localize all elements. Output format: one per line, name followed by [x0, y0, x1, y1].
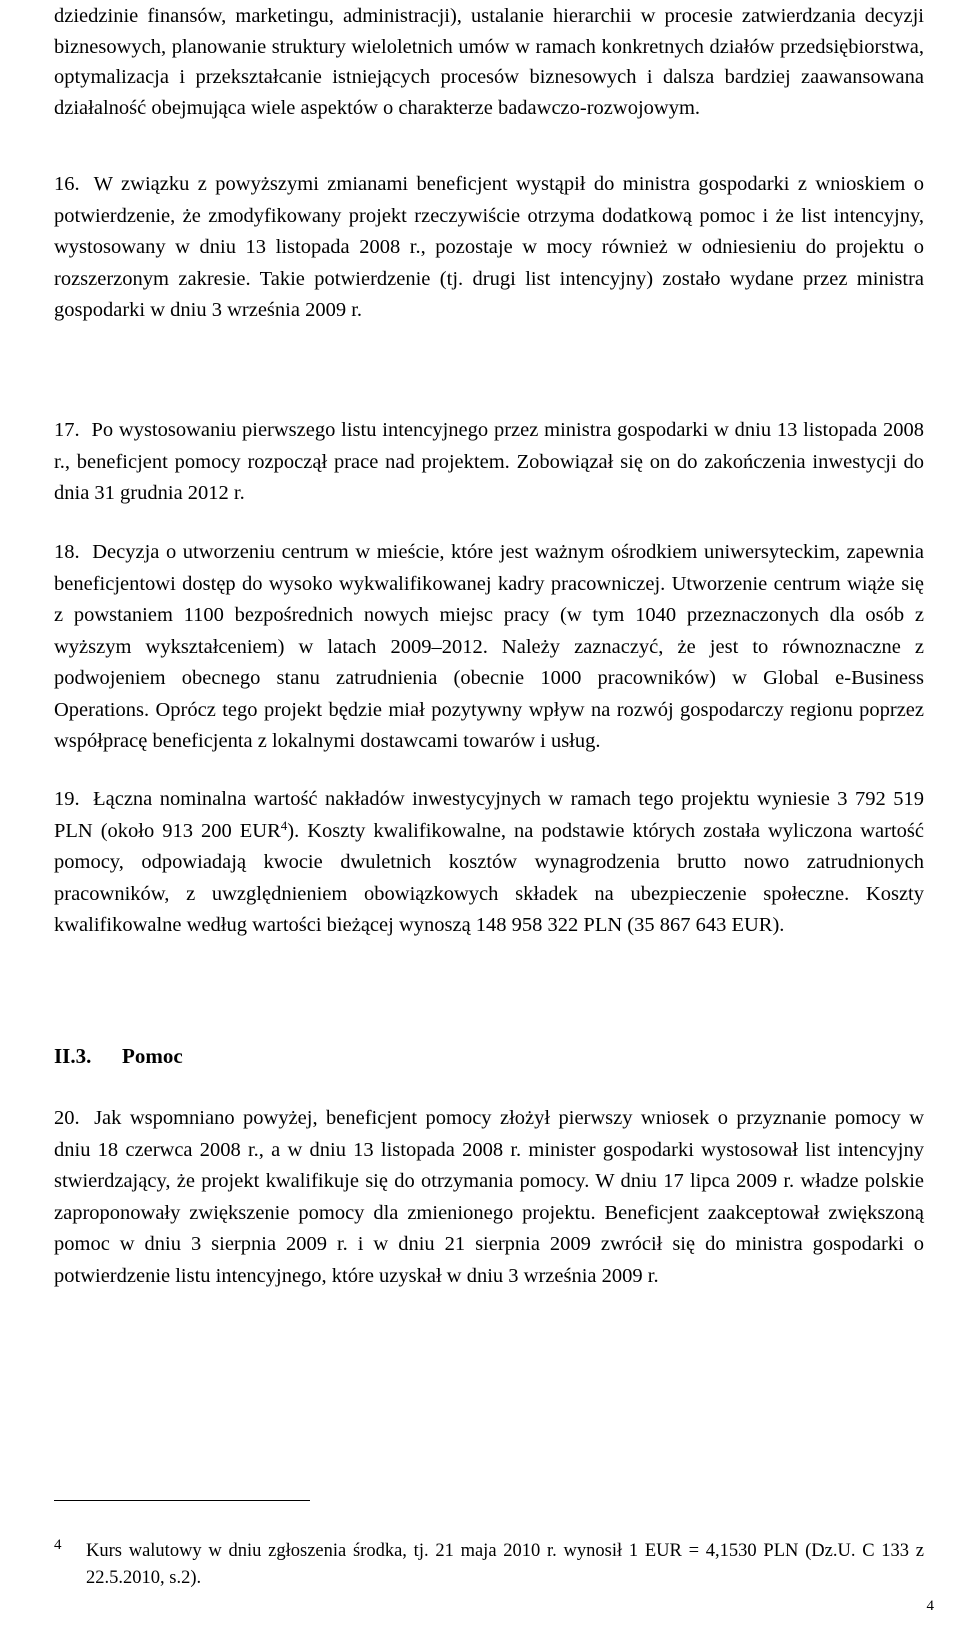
paragraph-text: Decyzja o utworzeniu centrum w mieście, które jest ważnym ośrodkiem uniwersyteckim, zapewnia beneficjentowi dostęp do wysoko wykwalifikowanej kadry pracowniczej. Utworzenie centrum wiąże się z powstaniem 1100 bezpośrednich nowych miejsc pracy (w tym 1040 przeznaczonych dla osób z wyższym wykształceniem) w latach 2009–2012. Należy zaznaczyć, że jest to równoznaczne z podwojeniem obecnego stanu zatrudnienia (obecnie 1000 pracowników) w Global e-Business Operations. Oprócz tego projekt będzie miał pozytywny wpływ na rozwój gospodarczy regionu poprzez współpracę beneficjenta z lokalnymi dostawcami towarów i usług. — [54, 541, 924, 752]
paragraph-text: dziedzinie finansów, marketingu, administracji), ustalanie hierarchii w procesie zatwierdzania decyzji biznesowych, planowanie struktury wieloletnich umów w ramach konkretnych działów przedsiębiorstwa, optymalizacja i przekształcanie istniejących procesów biznesowych i dalsza bardziej zaawansowana działalność obejmująca wiele aspektów o charakterze badawczo-rozwojowym. — [54, 5, 924, 119]
paragraph-16 — [54, 169, 924, 327]
paragraph-18 — [54, 537, 924, 758]
page-number: 4 — [926, 1598, 934, 1614]
footnote-separator — [54, 1500, 310, 1501]
paragraph-continuation — [54, 1, 924, 123]
paragraph-text: Po wystosowaniu pierwszego listu intencyjnego przez ministra gospodarki w dniu 13 listopada 2008 r., beneficjent pomocy rozpoczął prace nad projektem. Zobowiązał się on do zakończenia inwestycji do dnia 31 grudnia 2012 r. — [54, 419, 924, 504]
footnote — [54, 1538, 924, 1592]
paragraph-20 — [54, 1103, 924, 1292]
footnote-text: Kurs walutowy w dniu zgłoszenia środka, tj. 21 maja 2010 r. wynosił 1 EUR = 4,1530 PLN (Dz.U. C 133 z 22.5.2010, s.2). — [86, 1541, 924, 1588]
paragraph-text-after: ). Koszty kwalifikowalne, na podstawie których została wyliczona wartość pomocy, odpowiadają kwocie dwuletnich kosztów wynagrodzenia brutto nowo zatrudnionych pracowników, z uwzględnieniem obowiązkowych składek na ubezpieczenie społeczne. Koszty kwalifikowalne według wartości bieżącej wynoszą 148 958 322 PLN (35 867 643 EUR). — [54, 819, 925, 936]
paragraph-19 — [54, 784, 924, 942]
paragraph-number: 18. — [54, 541, 80, 563]
paragraph-number: 17. — [54, 419, 80, 441]
section-heading — [54, 1044, 183, 1069]
paragraph-number: 16. — [54, 173, 80, 195]
paragraph-text-before: Łączna nominalna wartość nakładów inwestycyjnych w ramach tego projektu wyniesie 3 792 519 PLN (około 913 200 EUR — [54, 788, 924, 842]
paragraph-text: Jak wspomniano powyżej, beneficjent pomocy złożył pierwszy wniosek o przyznanie pomocy w dniu 18 czerwca 2008 r., a w dniu 13 listopada 2008 r. minister gospodarki wystosował list intencyjny stwierdzający, że projekt kwalifikuje się do otrzymania pomocy. W dniu 17 lipca 2009 r. władze polskie zaproponowały zwiększenie pomocy dla zmienionego projektu. Beneficjent zaakceptował zwiększoną pomoc w dniu 3 sierpnia 2009 r. i w dniu 21 sierpnia 2009 zwrócił się do ministra gospodarki o potwierdzenie listu intencyjnego, które uzyskał w dniu 3 września 2009 r. — [54, 1107, 924, 1287]
section-title: Pomoc — [122, 1044, 183, 1068]
paragraph-number: 19. — [54, 788, 80, 810]
paragraph-text: W związku z powyższymi zmianami beneficjent wystąpił do ministra gospodarki z wnioskiem o potwierdzenie, że zmodyfikowany projekt rzeczywiście otrzyma dodatkową pomoc i że list intencyjny, wystosowany w dniu 13 listopada 2008 r., pozostaje w mocy również w odniesieniu do projektu o rozszerzonym zakresie. Takie potwierdzenie (tj. drugi list intencyjny) zostało wydane przez ministra gospodarki w dniu 3 września 2009 r. — [54, 173, 924, 321]
footnote-reference: 4 — [280, 817, 288, 833]
section-number: II.3. — [54, 1044, 92, 1068]
paragraph-number: 20. — [54, 1107, 80, 1129]
paragraph-17 — [54, 415, 924, 510]
footnote-mark: 4 — [54, 1537, 62, 1553]
